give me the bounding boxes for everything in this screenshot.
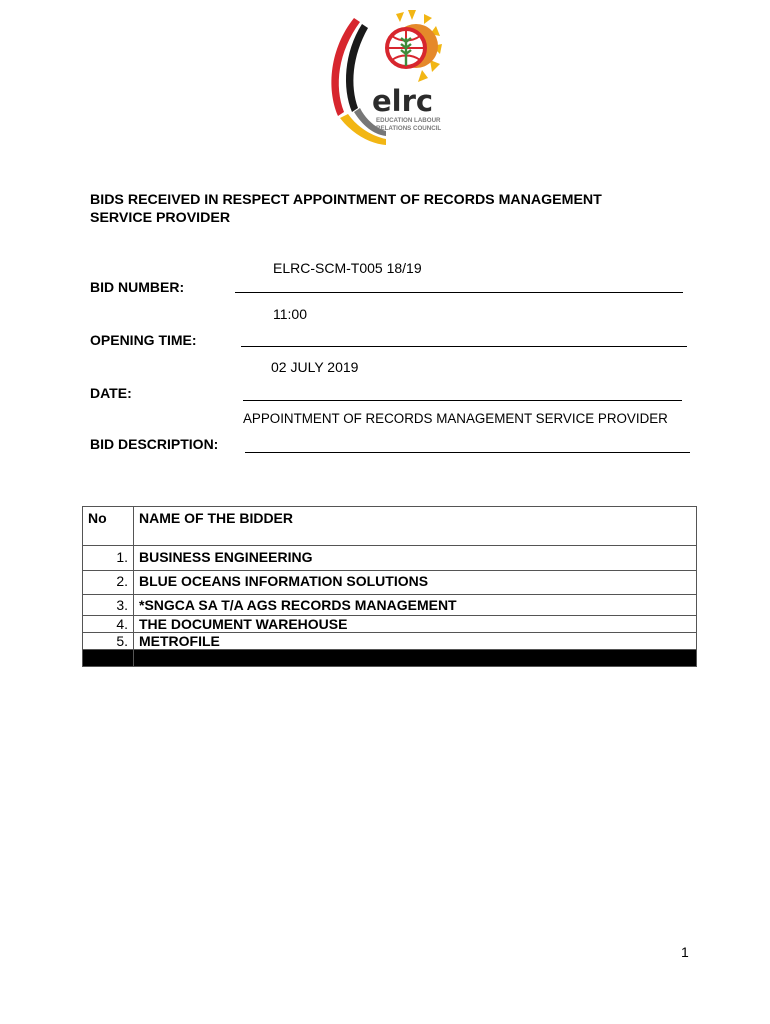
date-value: 02 JULY 2019	[271, 359, 359, 375]
row-number: 5.	[83, 633, 134, 650]
title-line-2: SERVICE PROVIDER	[90, 210, 231, 226]
bid-number-value: ELRC-SCM-T005 18/19	[273, 260, 422, 276]
filler-cell	[83, 650, 134, 667]
table-row	[83, 595, 697, 616]
table-row	[83, 616, 697, 633]
bidder-name: METROFILE	[134, 633, 697, 650]
page-number: 1	[681, 944, 689, 960]
date-label: DATE:	[90, 385, 132, 401]
bid-number-label: BID NUMBER:	[90, 279, 185, 295]
header-bidder-name: NAME OF THE BIDDER	[134, 507, 697, 546]
bid-description-rule	[245, 452, 690, 453]
table-row	[83, 633, 697, 650]
table-row	[83, 546, 697, 571]
row-number: 2.	[83, 571, 134, 595]
logo-line2: RELATIONS COUNCIL	[376, 125, 442, 132]
bid-number-rule	[235, 292, 683, 293]
bidder-name: BLUE OCEANS INFORMATION SOLUTIONS	[134, 571, 697, 595]
bid-description-value: APPOINTMENT OF RECORDS MANAGEMENT SERVICE PROVIDER	[243, 411, 668, 426]
opening-time-value: 11:00	[273, 306, 307, 322]
bid-description-label: BID DESCRIPTION:	[90, 436, 219, 452]
table-filler-row	[83, 650, 697, 667]
row-number: 4.	[83, 616, 134, 633]
row-number: 1.	[83, 546, 134, 571]
logo-wordmark: elrc	[372, 84, 434, 118]
opening-time-rule	[241, 346, 687, 347]
logo-line1: EDUCATION LABOUR	[376, 117, 441, 124]
table-header-row	[83, 507, 697, 546]
bidder-name: THE DOCUMENT WAREHOUSE	[134, 616, 697, 633]
bidders-table	[82, 506, 697, 667]
date-rule	[243, 400, 682, 401]
table-row	[83, 571, 697, 595]
opening-time-label: OPENING TIME:	[90, 332, 197, 348]
title-line-1: BIDS RECEIVED IN RESPECT APPOINTMENT OF RECORDS MANAGEMENT	[90, 192, 602, 208]
page-title	[90, 191, 690, 227]
elrc-logo	[320, 8, 455, 148]
bidder-name: *SNGCA SA T/A AGS RECORDS MANAGEMENT	[134, 595, 697, 616]
row-number: 3.	[83, 595, 134, 616]
bidder-name: BUSINESS ENGINEERING	[134, 546, 697, 571]
header-no: No	[83, 507, 134, 546]
filler-cell	[134, 650, 697, 667]
